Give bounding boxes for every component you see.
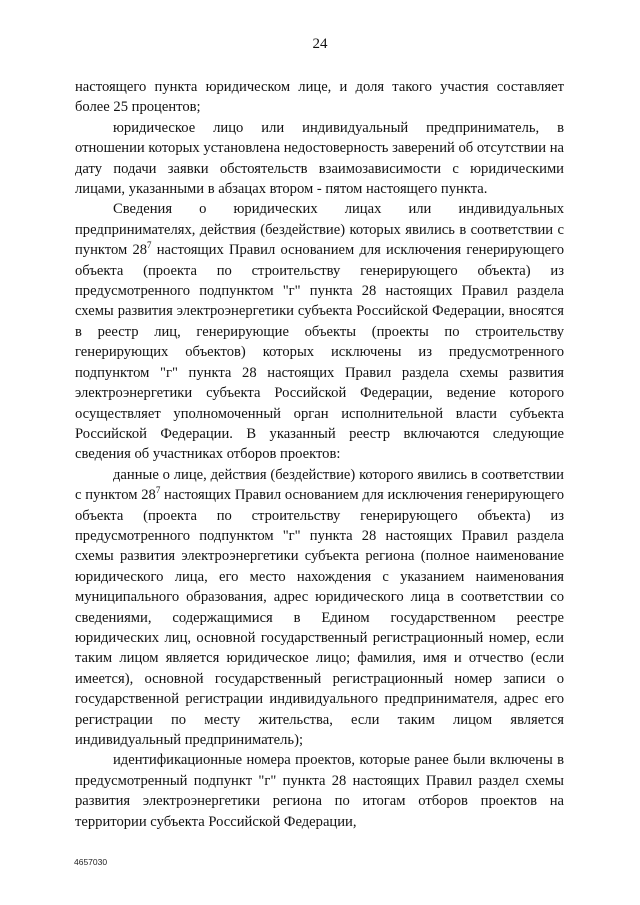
paragraph-text-before-footnote: Сведения о юридических лицах или индивидуальных предпринимателях, действия (бездействие) которых явились в соответствии с пунктом 28 [75,201,564,259]
superscript-index: 7 [155,485,161,496]
paragraph-legal-entity: юридическое лицо или индивидуальный предприниматель, в отношении которых установлена недостоверность заверений об отсутствии на дату подачи заявки обстоятельств взаимозависимости с юридическими лицами, указанными в абзацах втором - пятом настоящего пункта. [75,119,564,198]
paragraph-text-after-footnote: настоящих Правил основанием для исключения генерирующего объекта (проекта по строительству генерирующего объекта) из предусмотренного подпунктом "г" пункта 28 настоящих Правил раздела схемы развития электроэнергетики субъекта Российской Федерации, вносятся в реестр лиц, генерирующие объекты (проекты по строительству генерирующих объектов) которых исключены из предусмотренного подпунктом "г" пункта 28 настоящих Правил раздела схемы развития электроэнергетики субъекта Российской Федерации, ведение которого осуществляет уполномоченный орган исполнительной власти субъекта Российской Федерации. В указанный реестр включаются следующие сведения об участниках отборов проектов: [75,242,564,463]
superscript-index: 7 [147,240,152,251]
document-body [75,77,564,832]
page-number: 24 [312,36,328,52]
paragraph-registry-info [75,199,564,464]
paragraph-person-data [75,465,564,751]
paragraph-project-ids: идентификационные номера проектов, которые ранее были включены в предусмотренный подпункт "г" пункта 28 настоящих Правил раздел схемы развития электроэнергетики региона по итогам отборов проектов на территории субъекта Российской Федерации, [75,752,564,830]
document-code: 4657030 [74,857,108,867]
paragraph-continuation: настоящего пункта юридическом лице, и доля такого участия составляет более 25 процентов; [75,79,564,116]
paragraph-text-after-footnote: настоящих Правил основанием для исключения генерирующего объекта (проекта по строительству генерирующего объекта) из предусмотренного подпунктом "г" пункта 28 настоящих Правил раздела схемы развития электроэнергетики субъекта региона (полное наименование юридического лица, его место нахождения с указанием наименования муниципального образования, адрес юридического лица в соответствии со сведениями, содержащимися в Едином государственном реестре юридических лиц, основной государственный регистрационный номер, если таким лицом является юридическое лицо; фамилия, имя и отчество (если имеется), основной государственный регистрационный номер записи о государственной регистрации индивидуального предпринимателя, адрес его регистрации по месту жительства, если таким лицом является индивидуальный предприниматель); [75,487,564,748]
paragraph-text-before-footnote: данные о лице, действия (бездействие) которого явились в соответствии с пунктом 28 [75,466,564,504]
